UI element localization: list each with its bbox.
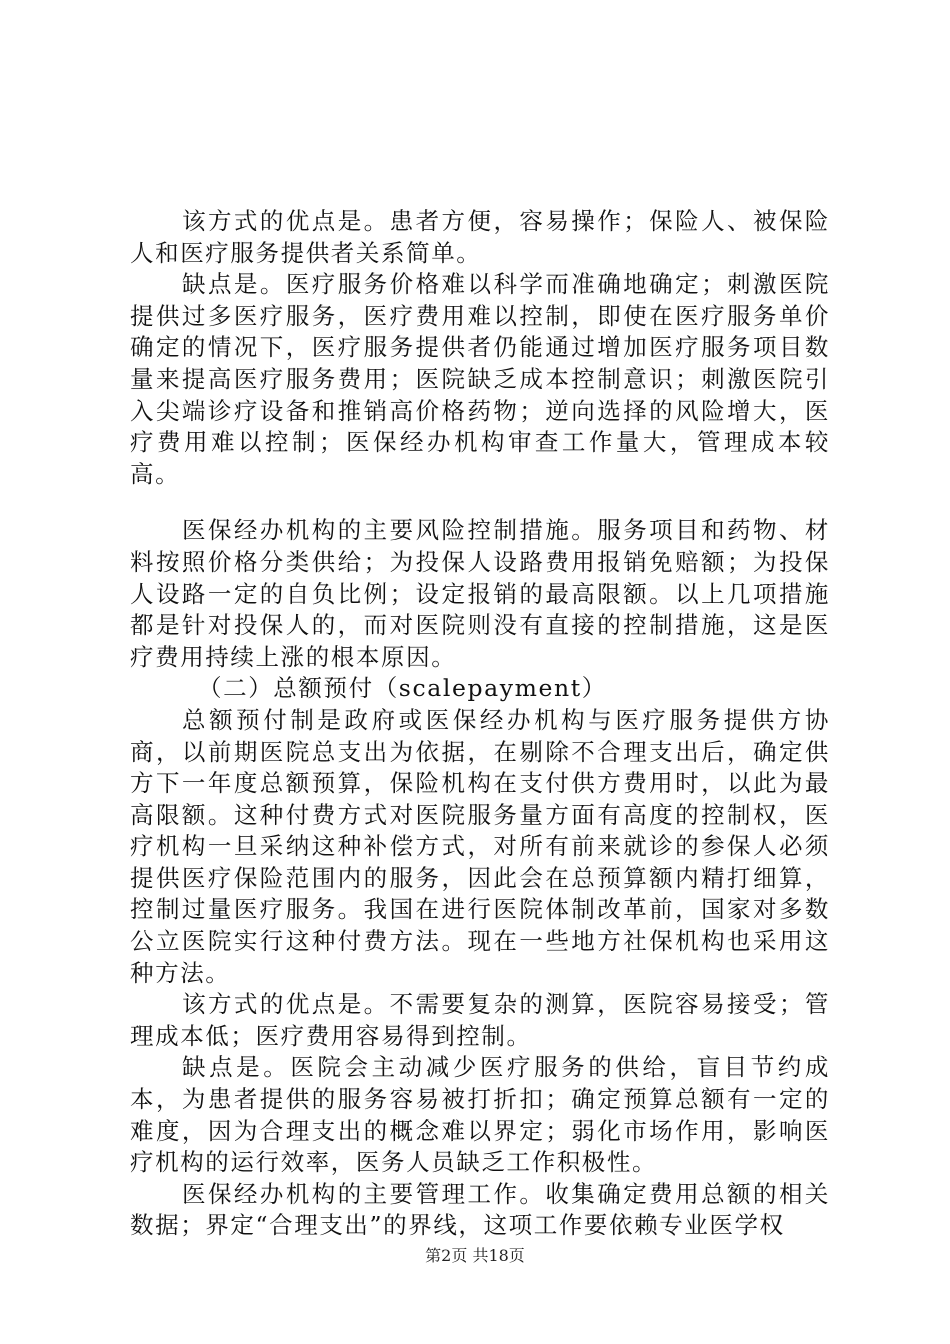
paragraph-advantages-1: 该方式的优点是。患者方便，容易操作；保险人、被保险人和医疗服务提供者关系简单。 bbox=[130, 207, 830, 267]
paragraph-disadvantages-2: 缺点是。医院会主动减少医疗服务的供给，盲目节约成本，为患者提供的服务容易被打折扣；确定预算总额有一定的难度，因为合理支出的概念难以界定；弱化市场作用，影响医疗机构的运行效率，医务人员缺乏工作积极性。 bbox=[130, 1053, 830, 1177]
paragraph-risk-control: 医保经办机构的主要风险控制措施。服务项目和药物、材料按照价格分类供给；为投保人设路费用报销免赔额；为投保人设路一定的自负比例；设定报销的最高限额。以上几项措施都是针对投保人的，而对医院则没有直接的控制措施，这是医疗费用持续上涨的根本原因。 bbox=[130, 516, 830, 671]
paragraph-management-work: 医保经办机构的主要管理工作。收集确定费用总额的相关数据；界定“合理支出”的界线，这项工作要依赖专业医学权 bbox=[130, 1179, 830, 1240]
section-heading-scale-payment: （二）总额预付（scalepayment） bbox=[198, 674, 607, 703]
page-footer: 第2页 共18页 bbox=[425, 1246, 525, 1265]
paragraph-advantages-2: 该方式的优点是。不需要复杂的测算，医院容易接受；管理成本低；医疗费用容易得到控制。 bbox=[130, 990, 830, 1050]
paragraph-scale-payment-definition: 总额预付制是政府或医保经办机构与医疗服务提供方协商，以前期医院总支出为依据，在剔除不合理支出后，确定供方下一年度总额预算，保险机构在支付供方费用时，以此为最高限额。这种付费方式对医院服务量方面有高度的控制权，医疗机构一旦采纳这种补偿方式，对所有前来就诊的参保人必须提供医疗保险范围内的服务，因此会在总预算额内精打细算，控制过量医疗服务。我国在进行医院体制改革前，国家对多数公立医院实行这种付费方法。现在一些地方社保机构也采用这种方法。 bbox=[130, 705, 830, 987]
page-body bbox=[130, 206, 830, 1242]
paragraph-disadvantages-1: 缺点是。医疗服务价格难以科学而准确地确定；刺激医院提供过多医疗服务，医疗费用难以控制，即使在医疗服务单价确定的情况下，医疗服务提供者仍能通过增加医疗服务项目数量来提高医疗服务费用；医院缺乏成本控制意识；刺激医院引入尖端诊疗设备和推销高价格药物；逆向选择的风险增大，医疗费用难以控制；医保经办机构审查工作量大，管理成本较高。 bbox=[130, 270, 830, 488]
